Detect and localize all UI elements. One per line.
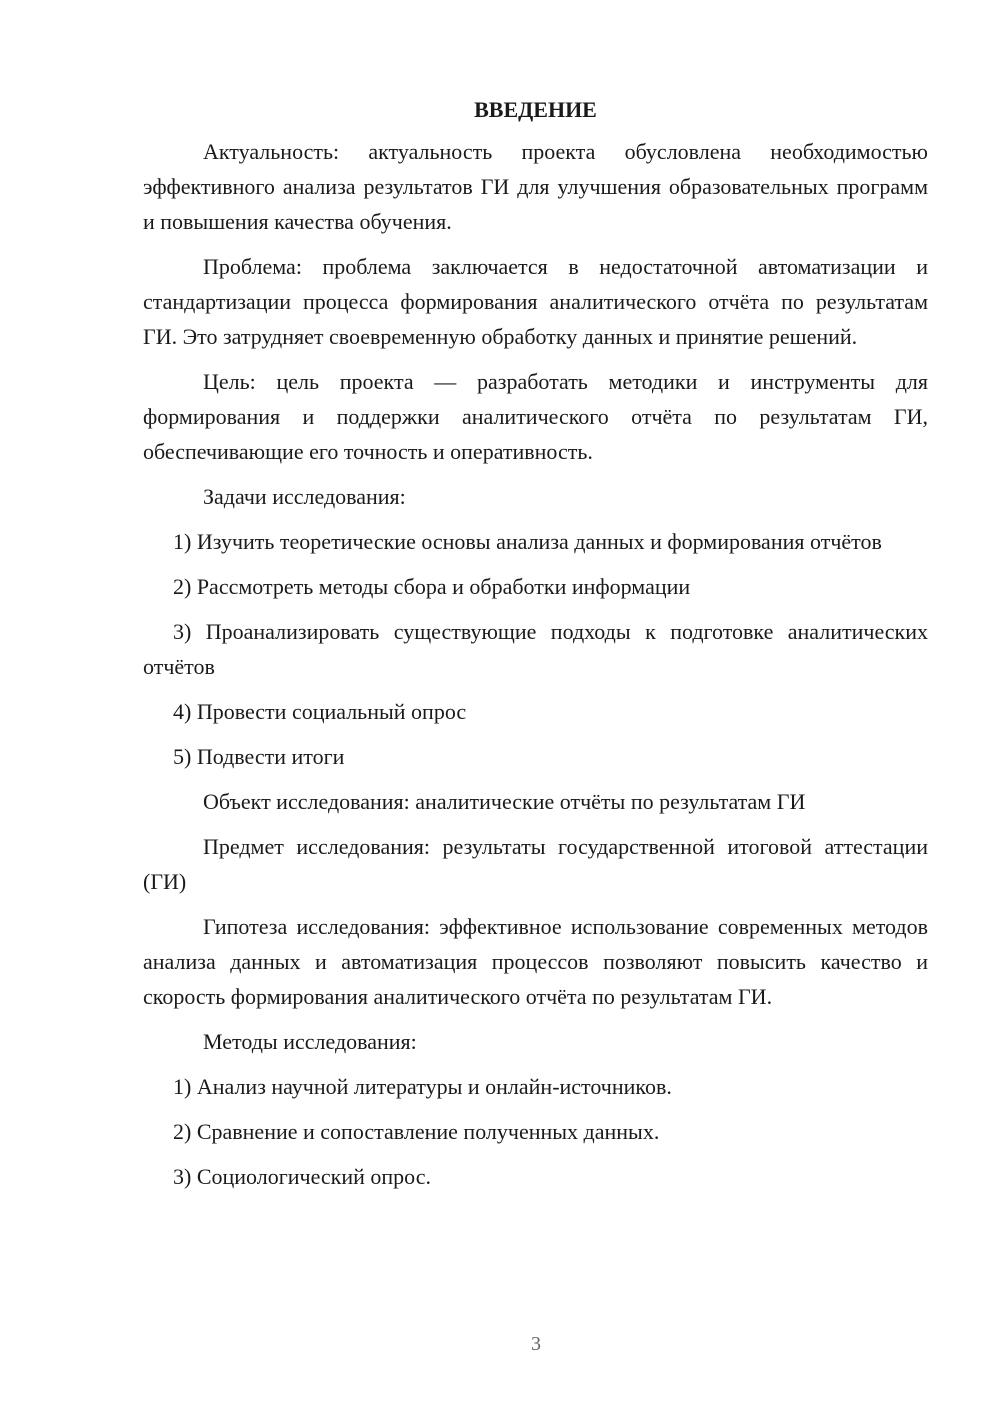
section-title: ВВЕДЕНИЕ — [474, 97, 597, 122]
page-number: 3 — [531, 1333, 541, 1355]
task-item-1: 1) Изучить теоретические основы анализа данных и формирования отчётов — [173, 529, 882, 554]
task-item-5: 5) Подвести итоги — [173, 744, 345, 769]
paragraph-goal: Цель: цель проекта — разработать методики и инструменты для формирования и поддержки аналитического отчёта по результатам ГИ, обеспечивающие его точность и оперативность. — [143, 369, 928, 464]
method-item-3: 3) Социологический опрос. — [173, 1164, 431, 1189]
task-item-2: 2) Рассмотреть методы сбора и обработки информации — [173, 574, 691, 599]
method-item-1: 1) Анализ научной литературы и онлайн-источников. — [173, 1074, 672, 1099]
paragraph-tasks-heading: Задачи исследования: — [203, 484, 406, 509]
paragraph-hypothesis: Гипотеза исследования: эффективное использование современных методов анализа данных и автоматизация процессов позволяют повысить качество и скорость формирования аналитического отчёта по результатам ГИ. — [143, 914, 928, 1009]
task-item-4: 4) Провести социальный опрос — [173, 699, 467, 724]
method-item-2: 2) Сравнение и сопоставление полученных данных. — [173, 1119, 660, 1144]
paragraph-subject: Предмет исследования: результаты государственной итоговой аттестации (ГИ) — [143, 834, 928, 894]
paragraph-relevance: Актуальность: актуальность проекта обусловлена необходимостью эффективного анализа результатов ГИ для улучшения образовательных программ и повышения качества обучения. — [143, 139, 928, 234]
page-content — [143, 92, 928, 1204]
task-item-3: 3) Проанализировать существующие подходы к подготовке аналитических отчётов — [143, 619, 928, 679]
paragraph-methods-heading: Методы исследования: — [203, 1029, 417, 1054]
paragraph-object: Объект исследования: аналитические отчёты по результатам ГИ — [203, 789, 806, 814]
paragraph-problem: Проблема: проблема заключается в недостаточной автоматизации и стандартизации процесса формирования аналитического отчёта по результатам ГИ. Это затрудняет своевременную обработку данных и принятие решений. — [143, 254, 928, 349]
